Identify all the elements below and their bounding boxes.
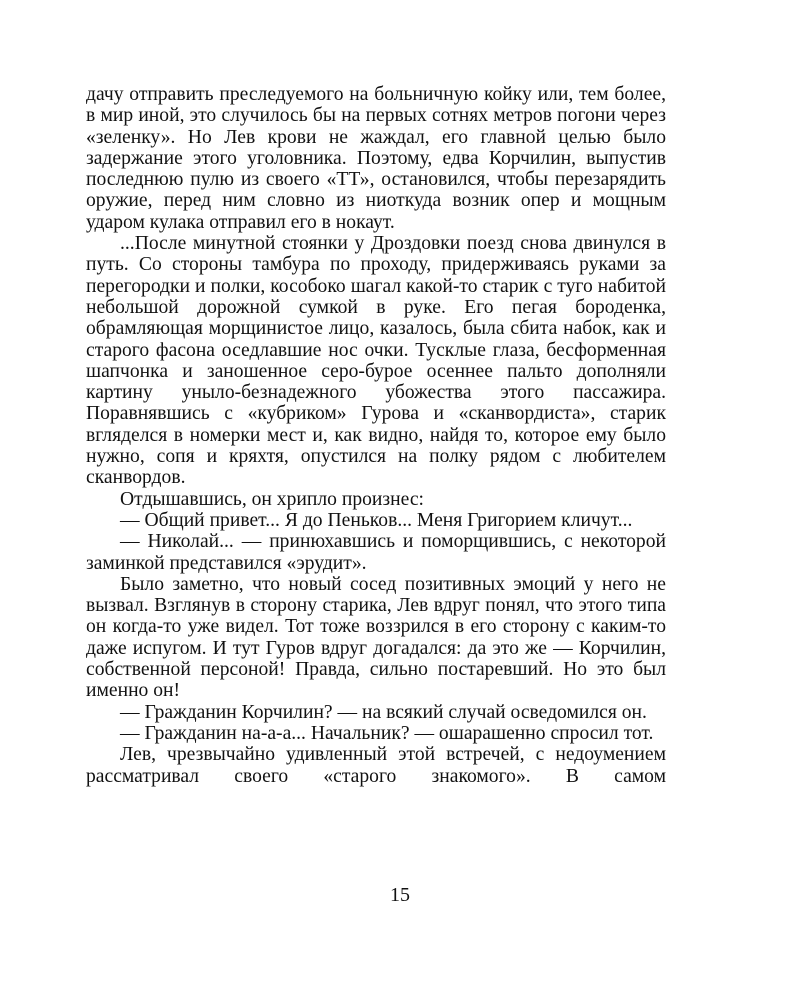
page-number: 15 [390, 884, 410, 906]
paragraph-9: Лев, чрезвычайно удивленный этой встречей, с недоумением рассматривал своего «старого знакомого». В самом [86, 744, 666, 787]
paragraph-3: Отдышавшись, он хрипло произнес: [120, 488, 424, 510]
paragraph-8: — Гражданин на-а-а... Начальник? — ошарашенно спросил тот. [120, 722, 654, 744]
paragraph-6: Было заметно, что новый сосед позитивных эмоций у него не вызвал. Взглянув в сторону старика, Лев вдруг понял, что этого типа он когда-то уже видел. Тот тоже воззрился в его сторону с каким-то даже испугом. И тут Гуров вдруг догадался: да это же — Корчилин, собственной персоной! Правда, сильно постаревший. Но это был именно он! [86, 573, 666, 702]
paragraph-7: — Гражданин Корчилин? — на всякий случай осведомился он. [120, 701, 647, 723]
paragraph-4: — Общий привет... Я до Пеньков... Меня Григорием кличут... [120, 509, 633, 531]
paragraph-1: дачу отправить преследуемого на больничную койку или, тем более, в мир иной, это случилось бы на первых сотнях метров погони через «зеленку». Но Лев крови не жаждал, его главной целью было задержание этого уголовника. Поэтому, едва Корчилин, выпустив последнюю пулю из своего «ТТ», остановился, чтобы перезарядить оружие, перед ним словно из ниоткуда возник опер и мощным ударом кулака отправил его в нокаут. [86, 84, 666, 233]
body-text [86, 84, 666, 787]
paragraph-5: — Николай... — принюхавшись и поморщившись, с некоторой заминкой представился «эрудит». [86, 531, 666, 574]
paragraph-2: ...После минутной стоянки у Дроздовки поезд снова двинулся в путь. Со стороны тамбура по проходу, придерживаясь руками за перегородки и полки, кособоко шагал какой-то старик с туго набитой небольшой дорожной сумкой в руке. Его пегая бороденка, обрамляющая морщинистое лицо, казалось, была сбита набок, как и старого фасона оседлавшие нос очки. Тусклые глаза, бесформенная шапчонка и заношенное серо-бурое осеннее пальто дополняли картину уныло-безнадежного убожества этого пассажира. Поравнявшись с «кубриком» Гурова и «сканвордиста», старик вгляделся в номерки мест и, как видно, найдя то, которое ему было нужно, сопя и кряхтя, опустился на полку рядом с любителем сканвордов. [86, 233, 666, 489]
